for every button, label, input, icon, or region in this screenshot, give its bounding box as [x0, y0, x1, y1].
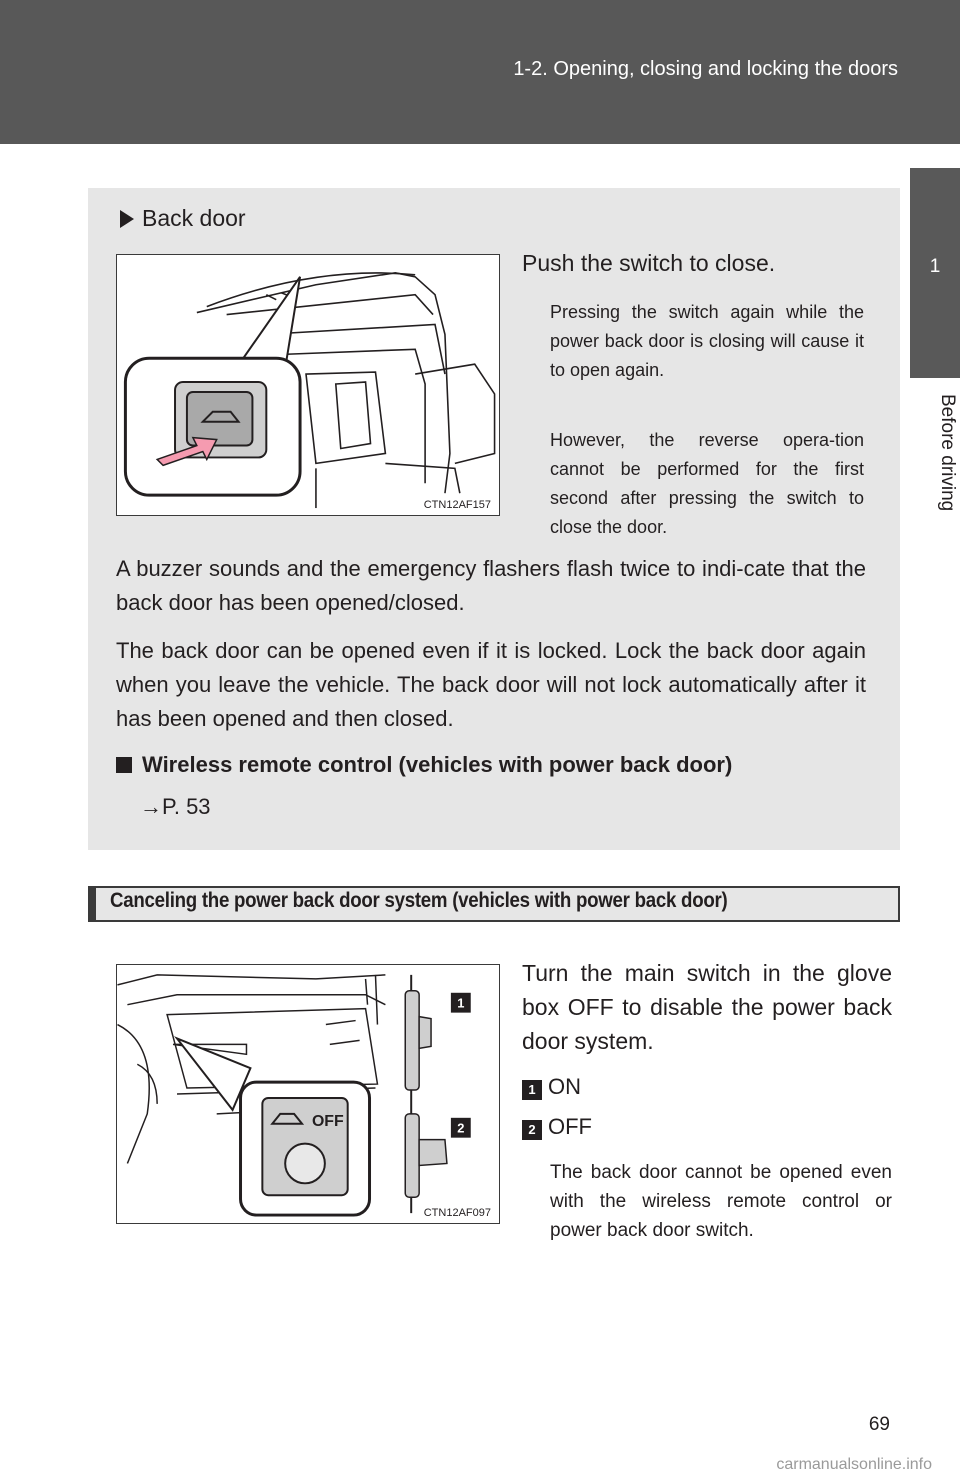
chapter-label: Before driving: [937, 394, 958, 512]
callout-1: 1: [457, 995, 465, 1011]
remote-control-subheading-text: Wireless remote control (vehicles with power back door): [142, 752, 733, 777]
glove-box-switch-illustration: [116, 964, 500, 1224]
callout-2: 2: [457, 1120, 465, 1136]
back-door-heading-text: Back door: [142, 205, 246, 231]
square-bullet-icon: [116, 757, 132, 773]
switch-off-label: OFF: [311, 1112, 344, 1130]
lock-note: The back door can be opened even if it is locked. Lock the back door again when you leave the vehicle. The back door will not lock automatically after it has been opened and then closed.: [116, 638, 866, 731]
item-off-label: OFF: [548, 1114, 592, 1139]
chapter-title: 1-2. Opening, closing and locking the doors: [513, 58, 898, 80]
main-switch-instruction: Turn the main switch in the glove box OFF to disable the power back door system.: [522, 960, 892, 1054]
figure-code: CTN12AF097: [423, 1207, 491, 1219]
remote-control-subheading: [116, 752, 732, 778]
close-instruction: Push the switch to close.: [522, 250, 776, 276]
chapter-number: 1: [929, 256, 941, 277]
disabled-note: The back door cannot be opened even with the wireless remote control or power back door switch.: [550, 1162, 892, 1241]
callout-badge-2: 2: [522, 1120, 542, 1140]
item-on-label: ON: [548, 1074, 581, 1099]
page-reference-link[interactable]: →P. 53: [140, 794, 211, 819]
callout-badge-1: 1: [522, 1080, 542, 1100]
back-door-switch-illustration: [116, 254, 500, 516]
item-off: [522, 1114, 592, 1140]
back-door-heading: [120, 205, 246, 232]
item-on: [522, 1074, 581, 1100]
watermark: carmanualsonline.info: [776, 1456, 932, 1473]
back-door-drawing: [117, 255, 499, 515]
reopen-note: Pressing the switch again while the power back door is closing will cause it to open again.: [550, 302, 864, 380]
section-heading: Canceling the power back door system (vehicles with power back door): [110, 889, 728, 912]
buzzer-note: A buzzer sounds and the emergency flashers flash twice to indi-cate that the back door has been opened/closed.: [116, 556, 866, 615]
triangle-bullet-icon: [120, 210, 134, 228]
figure-code: CTN12AF157: [423, 499, 491, 511]
reverse-operation-note: However, the reverse opera-tion cannot be performed for the first second after pressing the switch to close the door.: [550, 430, 864, 537]
page-number: 69: [868, 1414, 890, 1435]
glove-box-drawing: [117, 965, 499, 1223]
